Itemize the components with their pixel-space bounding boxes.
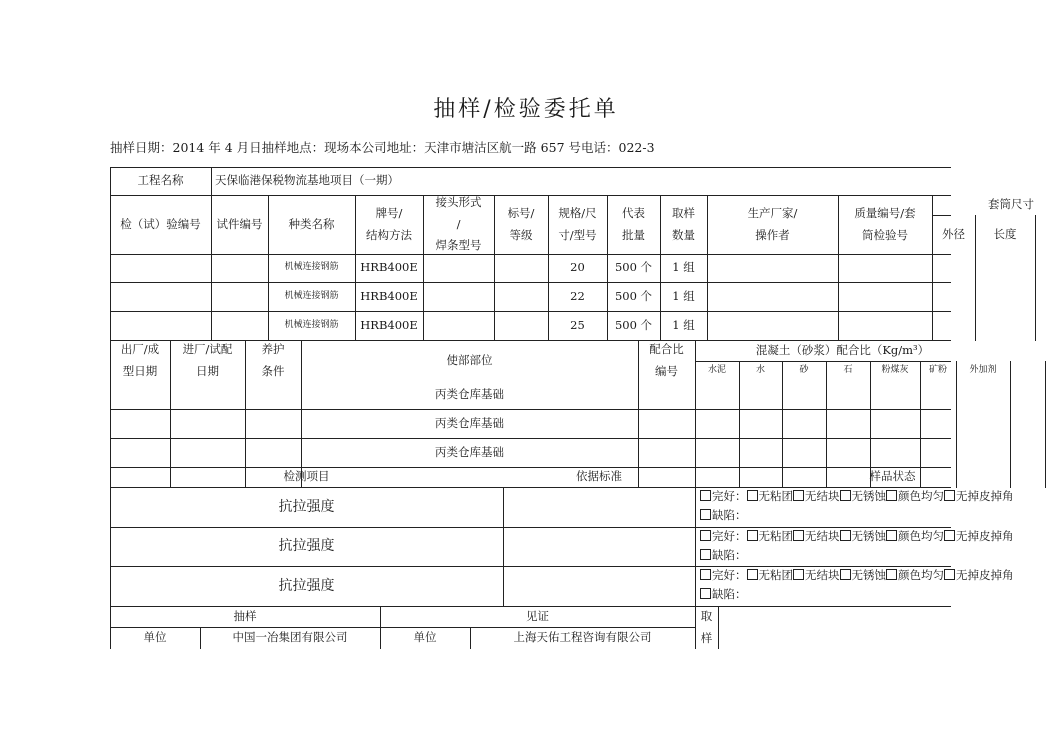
header-joint: 接头形式 / 焊条型号 [435,194,482,253]
header-sleeve-size: 套筒尺寸 [988,197,1034,212]
header-spec: 规格/尺 寸/型号 [558,205,597,242]
checkbox[interactable] [793,530,804,541]
checkbox[interactable] [886,490,897,501]
table-rule [503,487,504,607]
checkbox[interactable] [944,530,955,541]
state-option-label: 无锈蚀 [851,568,886,582]
header-grade: 标号/ 等级 [507,205,535,242]
header-mix-ratio: 混凝土（砂浆）配合比（Kg/m³） [755,342,930,357]
sample-batch: 500 个 [614,260,653,275]
sample-type-name: 机械连接钢筋 [284,290,339,301]
header-type-name: 种类名称 [288,216,335,231]
sample-spec: 22 [570,288,585,303]
sampling-info-line: 抽样日期：2014 年 4 月日抽样地点：现场本公司地址：天津市塘沽区航一路 657 号电话：022-3 [110,140,655,155]
checkbox[interactable] [840,569,851,580]
sample-qty: 1 组 [672,288,695,303]
checkbox[interactable] [886,530,897,541]
mix-col-6: 外加剂 [969,365,997,376]
checkbox[interactable] [747,490,758,501]
entrustment-form-table [110,167,1052,649]
sample-batch: 500 个 [614,317,653,332]
sample-qty: 1 组 [672,260,695,275]
test-item: 抗拉强度 [278,538,335,555]
mix-col-0: 水泥 [707,365,726,376]
checkbox[interactable] [944,569,955,580]
header-curing: 养护 条件 [261,341,285,378]
project-name-label: 工程名称 [137,173,184,188]
state-option-label: 完好： [712,568,747,582]
mix-col-5: 矿粉 [928,365,947,376]
header-sample-state: 样品状态 [869,469,916,484]
footer-unit-value: 中国一冶集团有限公司 [232,630,348,645]
checkbox[interactable] [747,530,758,541]
header-sleeve-length: 长度 [993,226,1017,241]
location-cell: 丙类仓库基础 [435,415,504,430]
mix-col-2: 砂 [799,365,809,376]
checkbox[interactable] [944,490,955,501]
state-option-label: 无锈蚀 [851,489,886,503]
sample-spec: 25 [570,317,585,332]
state-option-label: 颜色均匀 [898,529,944,543]
footer-unit-value: 上海天佑工程咨询有限公司 [513,630,652,645]
checkbox[interactable] [886,569,897,580]
header-basis: 依据标准 [576,469,622,484]
header-entry-date: 进厂/试配 日期 [182,341,233,378]
sample-type-name: 机械连接钢筋 [284,262,339,273]
sample-type-name: 机械连接钢筋 [284,319,339,330]
checkbox[interactable] [793,490,804,501]
test-item: 抗拉强度 [278,577,335,594]
sample-state-options [700,487,1014,525]
header-sleeve-outer: 外径 [942,226,965,241]
state-option-label: 无粘团 [758,568,793,582]
state-option-label: 无粘团 [758,489,793,503]
header-test-item: 检测项目 [283,469,330,484]
sample-spec: 20 [570,260,585,275]
sample-qty: 1 组 [672,317,695,332]
state-option-label: 无掉皮掉角 [956,529,1014,543]
header-test-no: 检（试）验编号 [120,216,201,231]
checkbox[interactable] [840,530,851,541]
footer-take-sample: 取 样 [700,608,713,645]
header-brand: 牌号/ 结构方法 [366,205,412,242]
checkbox[interactable] [700,490,711,501]
state-option-label: 颜色均匀 [898,489,944,503]
header-quality: 质量编号/套 筒检验号 [854,205,916,242]
state-option-label: 完好： [712,529,747,543]
checkbox[interactable] [700,549,711,560]
footer-unit-label: 单位 [143,630,167,645]
header-qty: 取样 数量 [672,205,695,242]
header-sample-no: 试件编号 [216,216,263,231]
header-batch: 代表 批量 [622,205,645,242]
state-option-label: 无结块 [805,489,840,503]
sample-brand: HRB400E [360,260,418,275]
footer-witness: 见证 [526,608,549,623]
state-option-label: 无掉皮掉角 [956,489,1014,503]
test-item: 抗拉强度 [278,498,335,515]
sample-batch: 500 个 [614,288,653,303]
header-maker: 生产厂家/ 操作者 [747,205,798,242]
mix-col-3: 石 [843,365,853,376]
checkbox[interactable] [700,588,711,599]
state-option-label: 无锈蚀 [851,529,886,543]
sample-state-options [700,566,1014,604]
table-rule [110,254,951,255]
location-cell: 丙类仓库基础 [435,387,504,402]
state-defect-label: 缺陷： [712,587,747,601]
footer-unit-label: 单位 [413,630,437,645]
state-option-label: 无结块 [805,529,840,543]
checkbox[interactable] [840,490,851,501]
table-rule [110,282,951,283]
state-option-label: 颜色均匀 [898,568,944,582]
state-option-label: 无粘团 [758,529,793,543]
table-rule [718,606,719,649]
state-defect-label: 缺陷： [712,508,747,522]
sample-state-options [700,527,1014,565]
checkbox[interactable] [700,569,711,580]
checkbox[interactable] [700,509,711,520]
sample-brand: HRB400E [360,288,418,303]
header-location: 使部部位 [446,352,493,367]
table-rule [1035,215,1036,341]
header-factory-date: 出厂/成 型日期 [120,341,160,378]
checkbox[interactable] [700,530,711,541]
state-option-label: 完好： [712,489,747,503]
state-option-label: 无结块 [805,568,840,582]
footer-sampling: 抽样 [233,608,257,623]
sample-brand: HRB400E [360,317,418,332]
mix-col-4: 粉煤灰 [881,365,909,376]
state-option-label: 无掉皮掉角 [956,568,1014,582]
mix-col-1: 水 [755,365,765,376]
form-title: 抽样/检验委托单 [433,97,619,122]
table-rule [110,311,951,312]
header-mix-no: 配合比 编号 [649,341,684,378]
location-cell: 丙类仓库基础 [435,444,504,459]
project-name-value: 天保临港保税物流基地项目（一期） [215,173,399,188]
state-defect-label: 缺陷： [712,548,747,562]
checkbox[interactable] [747,569,758,580]
checkbox[interactable] [793,569,804,580]
